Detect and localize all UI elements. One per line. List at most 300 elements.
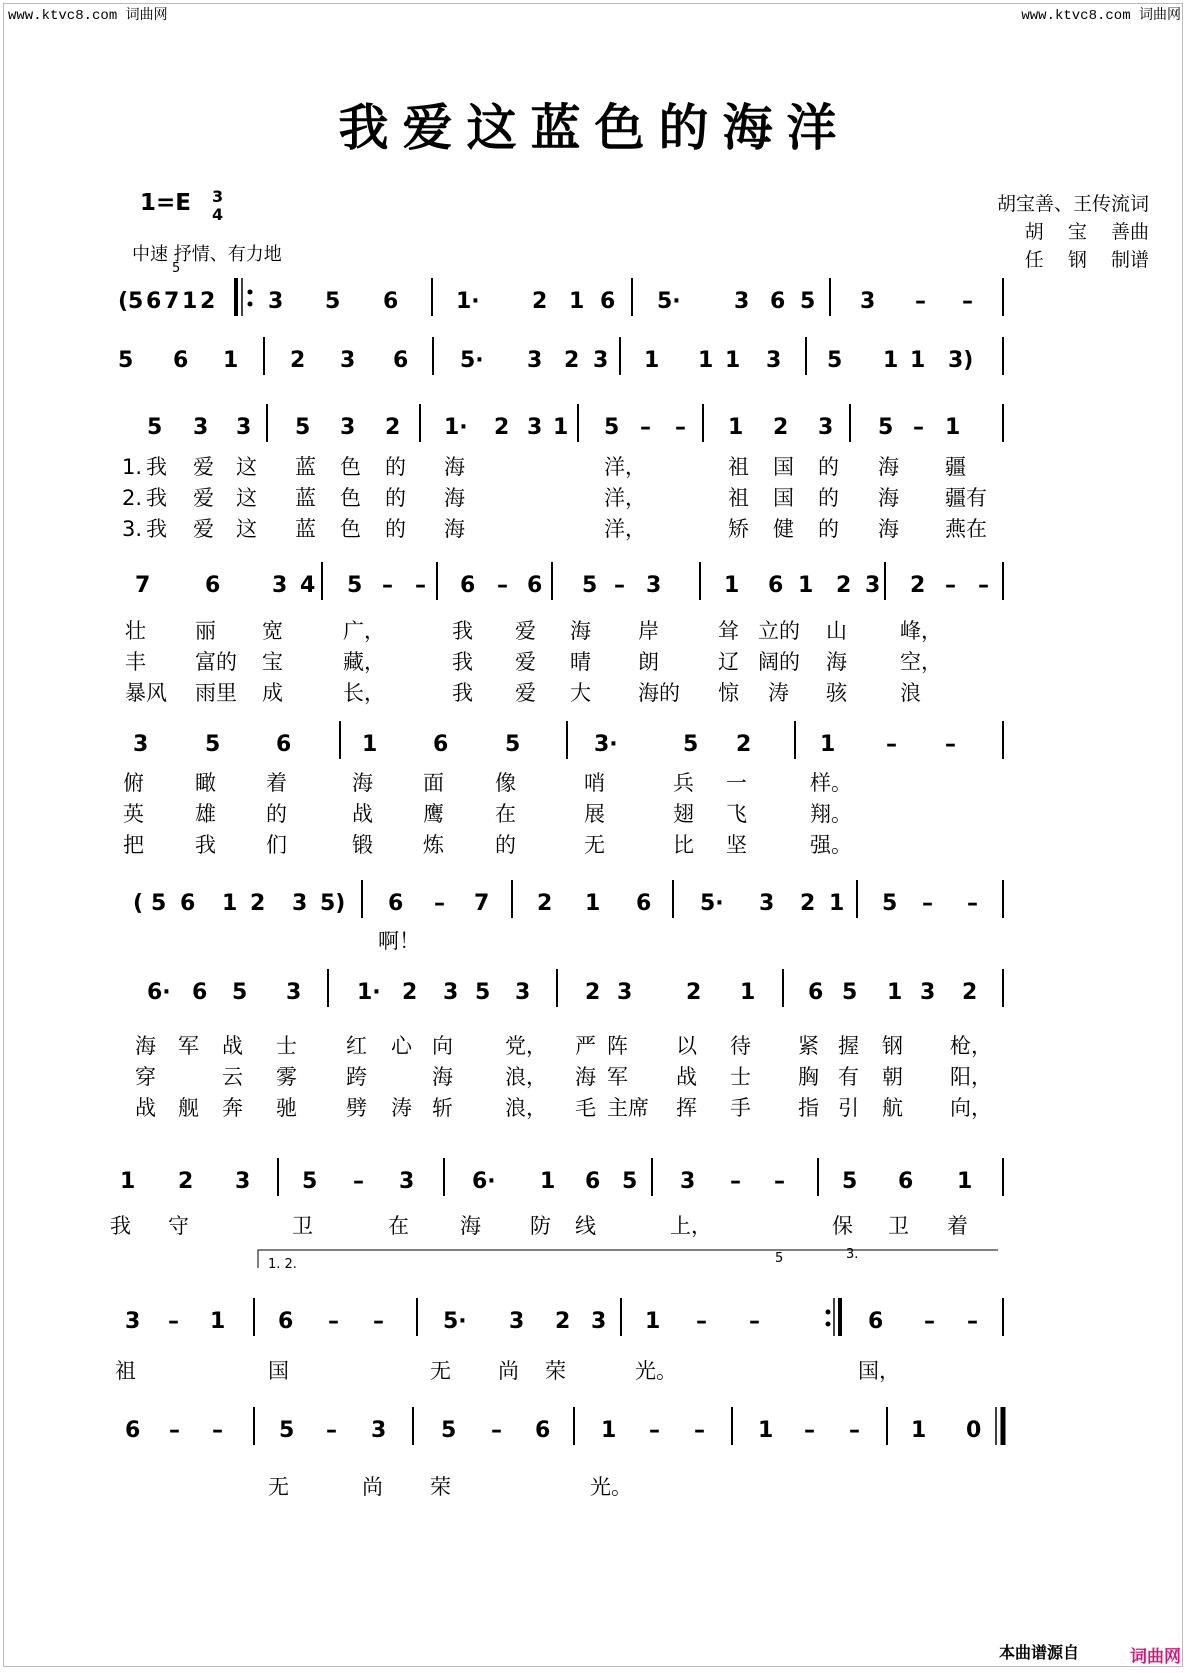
note: –: [497, 573, 508, 598]
note: 3): [948, 348, 974, 373]
lyric: 防: [530, 1214, 551, 1238]
lyric: 军: [178, 1034, 199, 1058]
note: 3: [920, 980, 936, 1005]
note: 7: [135, 573, 151, 598]
lyric: 无: [268, 1475, 289, 1499]
note: 6: [278, 1309, 294, 1334]
lyric: 强。: [810, 833, 852, 857]
footer-logo[interactable]: 词曲网: [1130, 1647, 1181, 1667]
lyric: 壮: [125, 619, 146, 643]
note: –: [382, 573, 393, 598]
note: 2: [250, 891, 266, 916]
lyric: 鹰: [423, 802, 444, 826]
header-right[interactable]: www.ktvc8.com 词曲网: [1021, 8, 1181, 24]
repeat-dot: [248, 290, 253, 295]
lyric: 宽: [262, 619, 283, 643]
volta-bracket: [258, 1250, 998, 1268]
lyric: 广，: [343, 619, 385, 643]
lyric: 们: [266, 833, 287, 857]
lyric: 展: [584, 802, 605, 826]
lyric: 1.: [122, 455, 143, 479]
note: –: [328, 1309, 339, 1334]
note: 3: [340, 415, 356, 440]
lyric: 光。: [635, 1359, 677, 1383]
note: 6·: [472, 1169, 496, 1194]
note: –: [924, 1309, 935, 1334]
lyric: 国: [268, 1359, 289, 1383]
lyric: 光。: [590, 1475, 632, 1499]
note: 3: [509, 1309, 525, 1334]
note: 2: [564, 348, 580, 373]
lyric: 钢: [882, 1034, 903, 1058]
note: 3: [527, 348, 543, 373]
note: 5: [878, 415, 894, 440]
lyric: 海: [352, 771, 373, 795]
lyric: 祖: [115, 1359, 136, 1383]
note: 3: [272, 573, 288, 598]
lyric: 长，: [343, 681, 385, 705]
note: 1: [120, 1169, 136, 1194]
note: –: [967, 1309, 978, 1334]
note: 2: [537, 891, 553, 916]
lyric: 严: [575, 1034, 596, 1058]
note: 3: [734, 289, 750, 314]
note: 5: [827, 348, 843, 373]
note: 1·: [456, 289, 480, 314]
note: 6: [768, 573, 784, 598]
volta-2-label: 3.: [846, 1247, 859, 1262]
lyric: 待: [730, 1034, 751, 1058]
note: 6: [146, 289, 162, 314]
lyric: 朝: [882, 1065, 903, 1089]
lyric: 啊！: [378, 929, 420, 953]
lyric: 3.: [122, 517, 143, 541]
lyric: 雄: [195, 802, 216, 826]
lyric: 哨: [584, 771, 605, 795]
lyric: 海: [444, 486, 465, 510]
lyric: 爱: [193, 486, 214, 510]
lyric: 洋，: [604, 486, 646, 510]
lyric: 主席: [607, 1096, 649, 1120]
lyric: 健: [773, 517, 794, 541]
note: 2: [962, 980, 978, 1005]
lyric: 在: [495, 802, 516, 826]
note: –: [169, 1418, 180, 1443]
lyric: 像: [495, 771, 516, 795]
lyric: 我: [146, 455, 167, 479]
note: 3: [617, 980, 633, 1005]
note: 1: [698, 348, 714, 373]
note: 1: [645, 1309, 661, 1334]
note: 5·: [443, 1309, 467, 1334]
note: 6: [898, 1169, 914, 1194]
note: –: [922, 891, 933, 916]
lyric: 洋，: [604, 455, 646, 479]
note: –: [978, 573, 989, 598]
lyric: 在: [388, 1214, 409, 1238]
note: 6·: [147, 980, 171, 1005]
note: 2: [385, 415, 401, 440]
note: 5: [604, 415, 620, 440]
lyric: 的: [266, 802, 287, 826]
header-left[interactable]: www.ktvc8.com 词曲网: [8, 8, 168, 24]
lyric: 奔: [222, 1096, 243, 1120]
volta-1-label: 1. 2.: [268, 1257, 297, 1272]
lyric: 挥: [676, 1096, 697, 1120]
lyric: 把: [123, 833, 144, 857]
lyric: 紧: [798, 1034, 819, 1058]
lyric: 卫: [888, 1214, 909, 1238]
note: 5: [347, 573, 363, 598]
lyric: 有: [838, 1065, 859, 1089]
note: 3: [268, 289, 284, 314]
note: –: [326, 1418, 337, 1443]
lyric: 骇: [826, 681, 847, 705]
repeat-dot: [826, 1310, 831, 1315]
lyric: 荣: [545, 1359, 566, 1383]
note: 5: [118, 348, 134, 373]
lyric: 雾: [276, 1065, 297, 1089]
note: –: [614, 573, 625, 598]
note: 5: [622, 1169, 638, 1194]
lyric: 红: [346, 1034, 367, 1058]
lyric: 以: [676, 1034, 697, 1058]
lyric: 浪: [900, 681, 921, 705]
note: 3: [766, 348, 782, 373]
note: 5: [842, 1169, 858, 1194]
note: 5: [325, 289, 341, 314]
note: 1: [887, 980, 903, 1005]
note: –: [804, 1418, 815, 1443]
lyric: 着: [947, 1214, 968, 1238]
lyric: 疆有: [945, 486, 987, 510]
lyric: 翔。: [810, 802, 852, 826]
lyric: 守: [168, 1214, 189, 1238]
tempo-marking: 中速 抒情、有力地: [132, 244, 282, 265]
lyric: 海: [460, 1214, 481, 1238]
note: 5: [147, 415, 163, 440]
note: 6: [460, 573, 476, 598]
note: –: [886, 732, 897, 757]
note: 5: [205, 732, 221, 757]
lyric: 握: [838, 1034, 859, 1058]
note: 2: [836, 573, 852, 598]
note: 2: [555, 1309, 571, 1334]
lyric: 这: [236, 455, 257, 479]
note: –: [640, 415, 651, 440]
lyric: 阳，: [950, 1065, 992, 1089]
note: 5: [441, 1418, 457, 1443]
lyric: 面: [423, 771, 444, 795]
note: 1·: [357, 980, 381, 1005]
lyric: 海: [878, 517, 899, 541]
lyric: 战: [676, 1065, 697, 1089]
note: 2: [494, 415, 510, 440]
lyric: 阔的: [758, 650, 800, 674]
lyric: 战: [135, 1096, 156, 1120]
lyric: 立的: [758, 619, 800, 643]
lyric: 暴风: [125, 681, 167, 705]
note: 1: [585, 891, 601, 916]
lyric: 英: [123, 802, 144, 826]
lyric: 跨: [346, 1065, 367, 1089]
lyric: 晴: [570, 650, 591, 674]
lyric: 丰: [125, 650, 146, 674]
lyric: 惊: [718, 681, 739, 705]
lyric: 胸: [798, 1065, 819, 1089]
note: –: [945, 573, 956, 598]
note: 6: [585, 1169, 601, 1194]
note: 1: [758, 1418, 774, 1443]
note: 1: [957, 1169, 973, 1194]
note: 6: [383, 289, 399, 314]
lyric: 枪，: [950, 1034, 992, 1058]
lyric: 无: [430, 1359, 451, 1383]
lyric: 线: [575, 1214, 596, 1238]
note: –: [962, 289, 973, 314]
lyric: 海: [432, 1065, 453, 1089]
lyric: 涛: [391, 1096, 412, 1120]
note: 6: [205, 573, 221, 598]
lyric: 雨里: [195, 681, 237, 705]
tuplet-number: 5: [775, 1251, 784, 1266]
note: –: [696, 1309, 707, 1334]
note: 1: [820, 732, 836, 757]
note: 6: [192, 980, 208, 1005]
note: –: [945, 732, 956, 757]
note: 6: [173, 348, 189, 373]
lyric: 指: [798, 1096, 819, 1120]
note: (: [118, 289, 129, 314]
note: 6: [808, 980, 824, 1005]
lyric: 峰，: [900, 619, 942, 643]
lyric: 海: [878, 486, 899, 510]
note: 2: [290, 348, 306, 373]
note: –: [649, 1418, 660, 1443]
note: 5: [151, 891, 167, 916]
note: 1: [601, 1418, 617, 1443]
note: 3: [236, 415, 252, 440]
note: 3: [591, 1309, 607, 1334]
footer-source: 本曲谱源自: [998, 1643, 1079, 1662]
note: 1: [724, 573, 740, 598]
note: 3·: [594, 732, 618, 757]
lyric: 蓝: [295, 486, 316, 510]
note: 6: [433, 732, 449, 757]
note: 1·: [444, 415, 468, 440]
lyric: 炼: [423, 833, 444, 857]
lyric: 一: [726, 771, 747, 795]
lyric: 劈: [346, 1096, 367, 1120]
lyric: 比: [673, 833, 694, 857]
note: 4: [300, 573, 316, 598]
lyric: 丽: [195, 619, 216, 643]
lyric: 荣: [430, 1475, 451, 1499]
note: 5: [582, 573, 598, 598]
note: 1: [945, 415, 961, 440]
note: 1: [798, 573, 814, 598]
lyric: 样。: [810, 771, 852, 795]
lyric: 战: [352, 802, 373, 826]
note: –: [212, 1418, 223, 1443]
note: 1: [644, 348, 660, 373]
note: 1: [910, 348, 926, 373]
note: –: [168, 1309, 179, 1334]
note: 3: [680, 1169, 696, 1194]
lyric: 翅: [673, 802, 694, 826]
note: 1: [223, 348, 239, 373]
note: 3: [759, 891, 775, 916]
lyric: 爱: [193, 455, 214, 479]
lyric: 舰: [178, 1096, 199, 1120]
note: 3: [527, 415, 543, 440]
lyric: 战: [222, 1034, 243, 1058]
note: –: [415, 573, 426, 598]
note: 3: [399, 1169, 415, 1194]
lyric: 藏，: [343, 650, 385, 674]
lyric: 我: [195, 833, 216, 857]
note: 3: [235, 1169, 251, 1194]
lyric: 无: [584, 833, 605, 857]
note: 2: [585, 980, 601, 1005]
time-signature-bottom: 4: [212, 205, 224, 224]
note: 5: [232, 980, 248, 1005]
lyric: 岸: [638, 619, 659, 643]
repeat-dot: [248, 302, 253, 307]
lyric: 国: [773, 455, 794, 479]
lyric: 的: [818, 486, 839, 510]
lyric: 蓝: [295, 455, 316, 479]
note: 1: [740, 980, 756, 1005]
note: 5: [842, 980, 858, 1005]
lyric: 这: [236, 486, 257, 510]
lyric: 色: [340, 517, 361, 541]
note: 5: [475, 980, 491, 1005]
lyric: 的: [818, 517, 839, 541]
lyric: 驰: [276, 1096, 297, 1120]
lyric: 宝: [262, 650, 283, 674]
lyric: 尚: [362, 1475, 383, 1499]
note: –: [913, 415, 924, 440]
lyric: 引: [838, 1096, 859, 1120]
lyric: 这: [236, 517, 257, 541]
lyric: 党，: [505, 1034, 547, 1058]
tuplet-number: 5: [172, 261, 181, 276]
lyric: 兵: [673, 771, 694, 795]
note: –: [675, 415, 686, 440]
note: 0: [966, 1418, 982, 1443]
note: 5: [683, 732, 699, 757]
note: 1: [540, 1169, 556, 1194]
lyric: 的: [385, 486, 406, 510]
note: –: [491, 1418, 502, 1443]
note: 3: [515, 980, 531, 1005]
note: –: [694, 1418, 705, 1443]
note: –: [749, 1309, 760, 1334]
note: 3: [286, 980, 302, 1005]
note: 1: [182, 289, 198, 314]
lyric: 国，: [858, 1359, 900, 1383]
lyric: 俯: [123, 771, 144, 795]
note: 1: [725, 348, 741, 373]
lyric: 辽: [718, 650, 739, 674]
lyric: 斩: [432, 1096, 453, 1120]
note: 6: [600, 289, 616, 314]
note: 6: [125, 1418, 141, 1443]
song-title: 我爱这蓝色的海洋: [338, 98, 851, 157]
lyric: 祖: [728, 486, 749, 510]
lyric: 海: [575, 1065, 596, 1089]
lyric: 成: [262, 681, 283, 705]
lyric: 我: [146, 517, 167, 541]
note: 5·: [460, 348, 484, 373]
note: 2: [686, 980, 702, 1005]
note: 1: [728, 415, 744, 440]
note: 1: [883, 348, 899, 373]
note: 3: [860, 289, 876, 314]
note: 2: [402, 980, 418, 1005]
note: 3: [371, 1418, 387, 1443]
lyric: 洋，: [604, 517, 646, 541]
note: –: [915, 289, 926, 314]
note: 6: [868, 1309, 884, 1334]
note: 6: [393, 348, 409, 373]
note: 3: [865, 573, 881, 598]
time-signature-top: 3: [212, 187, 224, 206]
note: 7: [474, 891, 490, 916]
lyric: 海: [444, 455, 465, 479]
note: 1: [362, 732, 378, 757]
lyric: 色: [340, 486, 361, 510]
note: 6: [636, 891, 652, 916]
lyric: 浪，: [505, 1065, 547, 1089]
lyric: 尚: [498, 1359, 519, 1383]
lyric: 2.: [122, 486, 143, 510]
lyric: 海: [570, 619, 591, 643]
note: 5: [800, 289, 816, 314]
lyric: 色: [340, 455, 361, 479]
credit-arranger: 任 钢 制谱: [1024, 249, 1149, 271]
lyric: 飞: [726, 802, 747, 826]
lyric: 上，: [670, 1214, 712, 1238]
lyric: 涛: [768, 681, 789, 705]
note: –: [434, 891, 445, 916]
note: 2: [736, 732, 752, 757]
note: 1: [911, 1418, 927, 1443]
note: –: [373, 1309, 384, 1334]
lyric: 的: [495, 833, 516, 857]
lyric: 爱: [515, 619, 536, 643]
note: 2: [532, 289, 548, 314]
note: 2: [200, 289, 216, 314]
lyric: 大: [570, 681, 591, 705]
note: 3: [818, 415, 834, 440]
lyric: 云: [222, 1065, 243, 1089]
lyric: 海: [878, 455, 899, 479]
lyric: 士: [730, 1065, 751, 1089]
lyric: 士: [276, 1034, 297, 1058]
note: 5·: [700, 891, 724, 916]
note: 5: [302, 1169, 318, 1194]
note: 6: [276, 732, 292, 757]
lyric: 海: [826, 650, 847, 674]
repeat-dot: [826, 1322, 831, 1327]
note: –: [353, 1169, 364, 1194]
lyric: 我: [110, 1214, 131, 1238]
lyric: 向，: [950, 1096, 992, 1120]
note: 5·: [657, 289, 681, 314]
note: 2: [178, 1169, 194, 1194]
